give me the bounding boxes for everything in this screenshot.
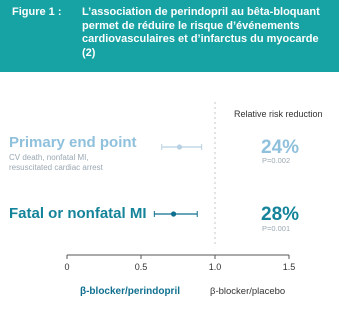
x-axis-label-left: β-blocker/perindopril	[80, 286, 181, 297]
x-axis-ticks	[64, 255, 295, 272]
row-label-primary-end-point: Primary end point	[9, 134, 137, 151]
row-sublabel-primary-line1: CV death, nonfatal MI,	[9, 153, 89, 162]
row-sublabel-primary-line2: resuscitated cardiac arrest	[9, 163, 103, 172]
figure-title: L’association de perindopril au bêta-bloquant permet de réduire le risque d’événements cardiovasculaires et d’infarctus du myocarde (2)	[82, 6, 320, 59]
p-value-fatal: P=0.001	[262, 224, 291, 233]
figure-number: Figure 1 :	[12, 6, 62, 18]
point-estimate-primary	[177, 144, 182, 149]
point-estimate-fatal	[171, 211, 176, 216]
x-tick-label-1: 0.5	[134, 262, 148, 272]
rrr-value-fatal: 28%	[261, 204, 300, 225]
x-tick-label-3: 1.5	[282, 262, 296, 272]
x-tick-label-2: 1.0	[208, 262, 222, 272]
column-header: Relative risk reduction	[234, 109, 323, 119]
x-tick-label-0: 0	[64, 262, 70, 272]
rrr-value-primary: 24%	[261, 137, 300, 158]
p-value-primary: P=0.002	[262, 156, 291, 165]
x-axis-label-right: β-blocker/placebo	[210, 286, 286, 297]
figure-header	[0, 0, 339, 72]
row-label-fatal-nonfatal-mi: Fatal or nonfatal MI	[9, 205, 147, 222]
forest-plot	[0, 72, 339, 331]
